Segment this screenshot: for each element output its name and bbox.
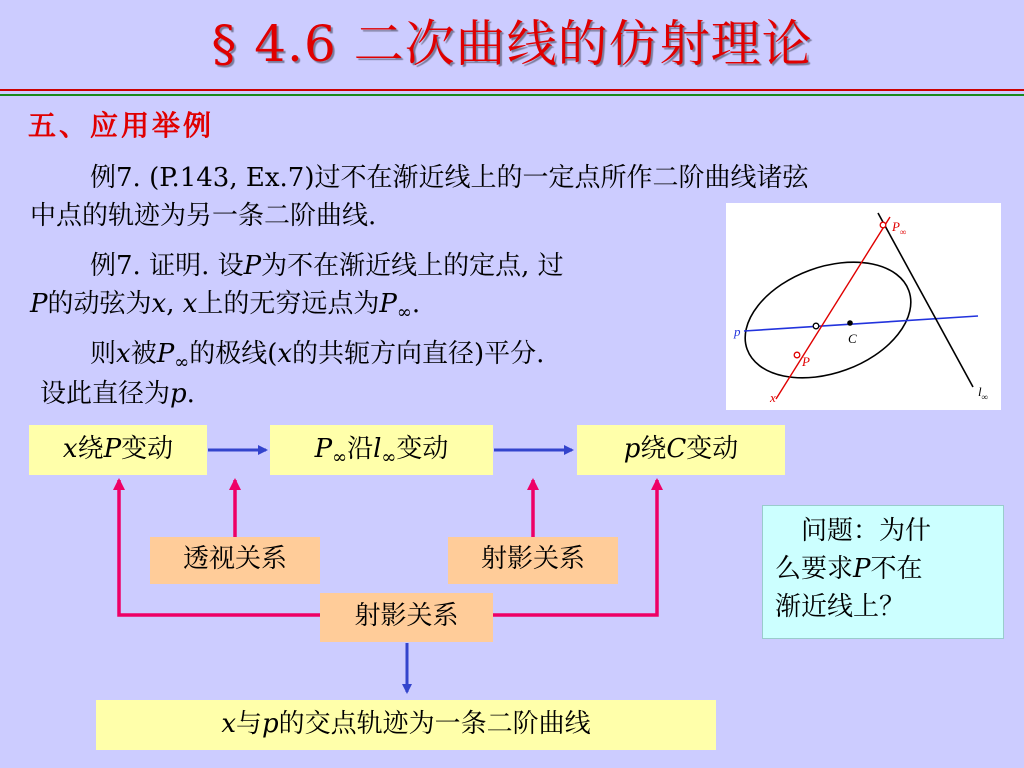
proof-line2: P的动弦为x, x上的无穷远点为$P_\infty$. — [30, 289, 421, 324]
proof-line1: 例7. 证明. 设P为不在渐近线上的定点, 过 — [90, 251, 564, 281]
label-x-line: x — [770, 390, 776, 405]
label-l-infinity: $l_\infty$ — [978, 384, 989, 402]
box-x-around-p: x绕P变动 — [29, 425, 207, 475]
section-heading: 五、应用举例 — [28, 109, 215, 142]
conclusion-box: x与p的交点轨迹为一条二阶曲线 — [96, 700, 716, 750]
proof-line3: 则x被$P_\infty$的极线(x的共轭方向直径)平分. — [90, 339, 545, 374]
question-box — [762, 505, 1004, 639]
proof-line4: 设此直径为p. — [40, 379, 195, 409]
example-statement-line1: 例7. (P.143, Ex.7)过不在渐近线上的一定点所作二阶曲线诸弦 — [90, 163, 809, 193]
question-line3: 渐近线上？ — [775, 592, 906, 622]
slide-title: § 4.6 二次曲线的仿射理论 — [211, 15, 813, 73]
example-statement-line2: 中点的轨迹为另一条二阶曲线. — [30, 201, 377, 231]
relation-perspective-box: 透视关系 — [150, 537, 320, 584]
label-p-line: p — [734, 324, 741, 339]
relation-projective-box-1: 射影关系 — [448, 537, 618, 584]
label-c: C — [848, 331, 857, 346]
box-p-inf-along-l-inf: $P_\infty$沿$l_\infty$变动 — [270, 425, 493, 475]
box-p-around-c: p绕C变动 — [577, 425, 785, 475]
question-line2: 么要求P不在 — [775, 554, 923, 584]
question-line1: 问题：为什 — [801, 516, 932, 546]
label-p: P — [802, 354, 810, 369]
relation-projective-box-2: 射影关系 — [320, 593, 493, 642]
label-p-infinity: $P_\infty$ — [892, 219, 907, 237]
